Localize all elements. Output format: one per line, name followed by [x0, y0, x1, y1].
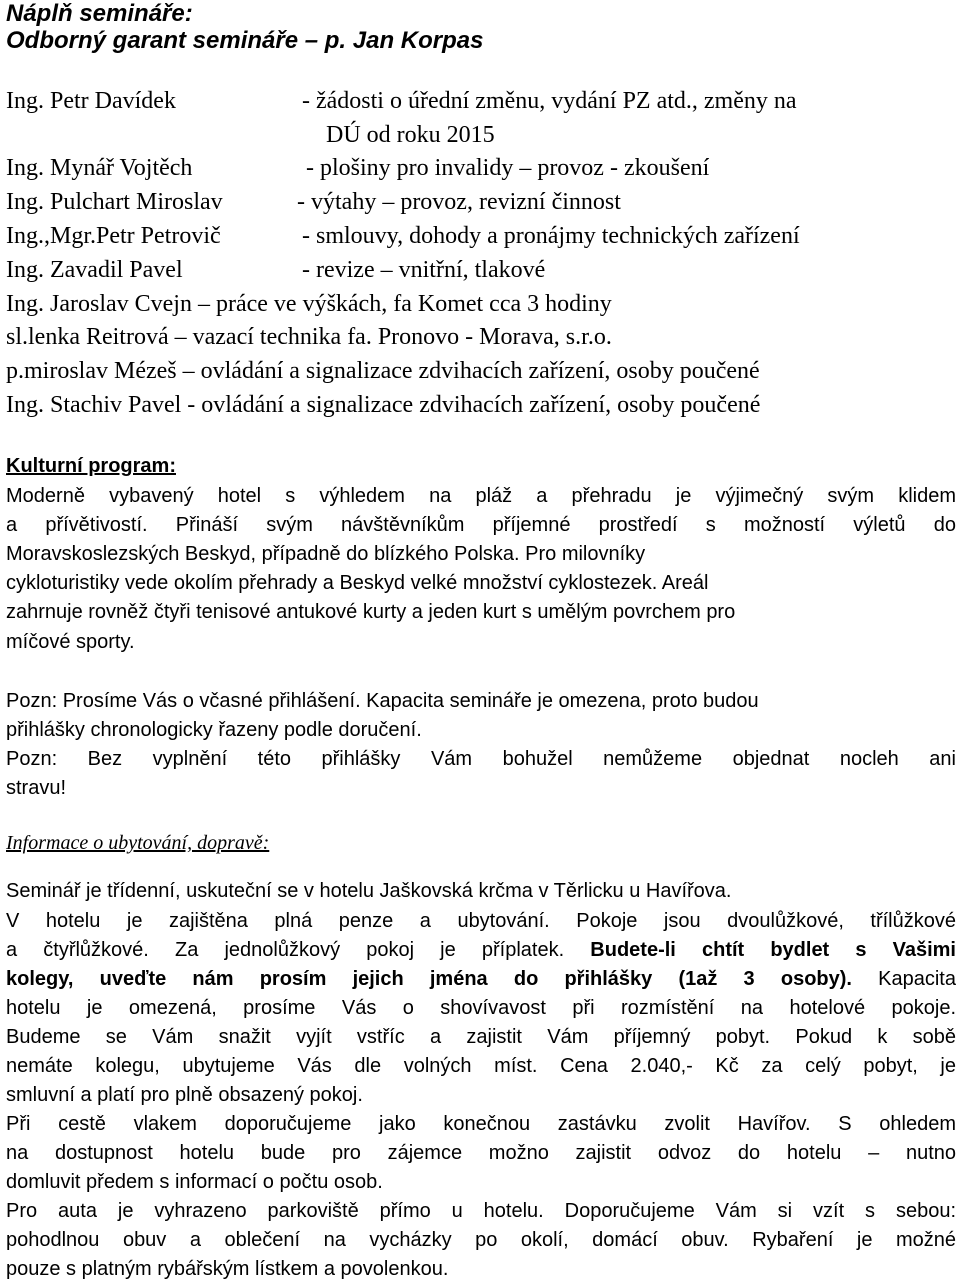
cultural-program-line: míčové sporty. — [6, 631, 135, 653]
note-registration-line: přihlášky chronologicky řazeny podle doručení. — [6, 719, 422, 741]
speaker-line: sl.lenka Reitrová – vazací technika fa. Pronovo - Morava, s.r.o. — [6, 324, 612, 350]
cultural-program-line: Moderně vybavený hotel s výhledem na pláž a přehradu je výjimečný svým klidem — [6, 485, 956, 507]
speaker-name: Ing.,Mgr.Petr Petrovič — [6, 223, 221, 249]
note-registration-line: Pozn: Prosíme Vás o včasné přihlášení. Kapacita semináře je omezena, proto budou — [6, 690, 759, 712]
speaker-topic: - smlouvy, dohody a pronájmy technických zařízení — [302, 223, 800, 249]
speaker-name: Ing. Zavadil Pavel — [6, 257, 183, 283]
speaker-topic: - žádosti o úřední změnu, vydání PZ atd., změny na — [302, 88, 797, 114]
cultural-program-heading: Kulturní program: — [6, 455, 176, 477]
speaker-line: p.miroslav Mézeš – ovládání a signalizace zdvihacích zařízení, osoby poučené — [6, 358, 760, 384]
transport-line: Pro auta je vyhrazeno parkoviště přímo u hotelu. Doporučujeme Vám si vzít s sebou: — [6, 1200, 956, 1222]
seminar-content-heading: Náplň semináře: — [6, 0, 193, 27]
speaker-line: Ing. Stachiv Pavel - ovládání a signalizace zdvihacích zařízení, osoby poučené — [6, 392, 761, 418]
cultural-program-line: cykloturistiky vede okolím přehrady a Beskyd velké množství cyklostezek. Areál — [6, 572, 709, 594]
speaker-name: Ing. Mynář Vojtěch — [6, 155, 193, 181]
speaker-topic: - revize – vnitřní, tlakové — [302, 257, 546, 283]
speaker-topic: - plošiny pro invalidy – provoz - zkoušení — [306, 155, 710, 181]
speaker-line: Ing. Jaroslav Cvejn – práce ve výškách, fa Komet cca 3 hodiny — [6, 291, 612, 317]
speaker-topic: - výtahy – provoz, revizní činnost — [297, 189, 621, 215]
bold-notice: kolegy, uveďte nám prosím jejich jména do přihlášky (1až 3 osoby). — [6, 968, 852, 990]
bold-notice: Budete-li chtít bydlet s Vašimi — [590, 939, 956, 961]
accommodation-heading: Informace o ubytování, dopravě: — [6, 832, 270, 854]
speaker-topic-continued: DÚ od roku 2015 — [326, 122, 495, 148]
accommodation-line: Budeme se Vám snažit vyjít vstříc a zajistit Vám příjemný pobyt. Pokud k sobě — [6, 1026, 956, 1048]
note-form-line: Pozn: Bez vyplnění této přihlášky Vám bohužel nemůžeme objednat nocleh ani — [6, 748, 956, 770]
transport-line: domluvit předem s informací o počtu osob. — [6, 1171, 383, 1193]
seminar-guarantor-heading: Odborný garant semináře – p. Jan Korpas — [6, 27, 484, 54]
accommodation-line: smluvní a platí pro plně obsazený pokoj. — [6, 1084, 363, 1106]
cultural-program-line: zahrnuje rovněž čtyři tenisové antukové kurty a jeden kurt s umělým povrchem pro — [6, 601, 736, 623]
accommodation-line: Seminář je třídenní, uskuteční se v hotelu Jaškovská krčma v Těrlicku u Havířova. — [6, 880, 732, 902]
speaker-name: Ing. Petr Davídek — [6, 88, 176, 114]
accommodation-line: V hotelu je zajištěna plná penze a ubytování. Pokoje jsou dvoulůžkové, třílůžkové — [6, 910, 956, 932]
transport-line: pouze s platným rybářským lístkem a povolenkou. — [6, 1258, 449, 1280]
accommodation-line: a čtyřlůžkové. Za jednolůžkový pokoj je příplatek. Budete-li chtít bydlet s Vašimi — [6, 939, 956, 961]
note-form-line: stravu! — [6, 777, 67, 799]
transport-line: pohodlnou obuv a oblečení na vycházky po okolí, domácí obuv. Rybaření je možné — [6, 1229, 956, 1251]
accommodation-line: kolegy, uveďte nám prosím jejich jména do přihlášky (1až 3 osoby). Kapacita — [6, 968, 956, 990]
transport-line: na dostupnost hotelu bude pro zájemce možno zajistit odvoz do hotelu – nutno — [6, 1142, 956, 1164]
cultural-program-line: a přívětivostí. Přináší svým návštěvníkům příjemné prostředí s možností výletů do — [6, 514, 956, 536]
accommodation-line: nemáte kolegu, ubytujeme Vás dle volných míst. Cena 2.040,- Kč za celý pobyt, je — [6, 1055, 956, 1077]
accommodation-line: hotelu je omezená, prosíme Vás o shovívavost při rozmístění na hotelové pokoje. — [6, 997, 956, 1019]
speaker-name: Ing. Pulchart Miroslav — [6, 189, 223, 215]
transport-line: Při cestě vlakem doporučujeme jako konečnou zastávku zvolit Havířov. S ohledem — [6, 1113, 956, 1135]
cultural-program-line: Moravskoslezských Beskyd, případně do blízkého Polska. Pro milovníky — [6, 543, 646, 565]
